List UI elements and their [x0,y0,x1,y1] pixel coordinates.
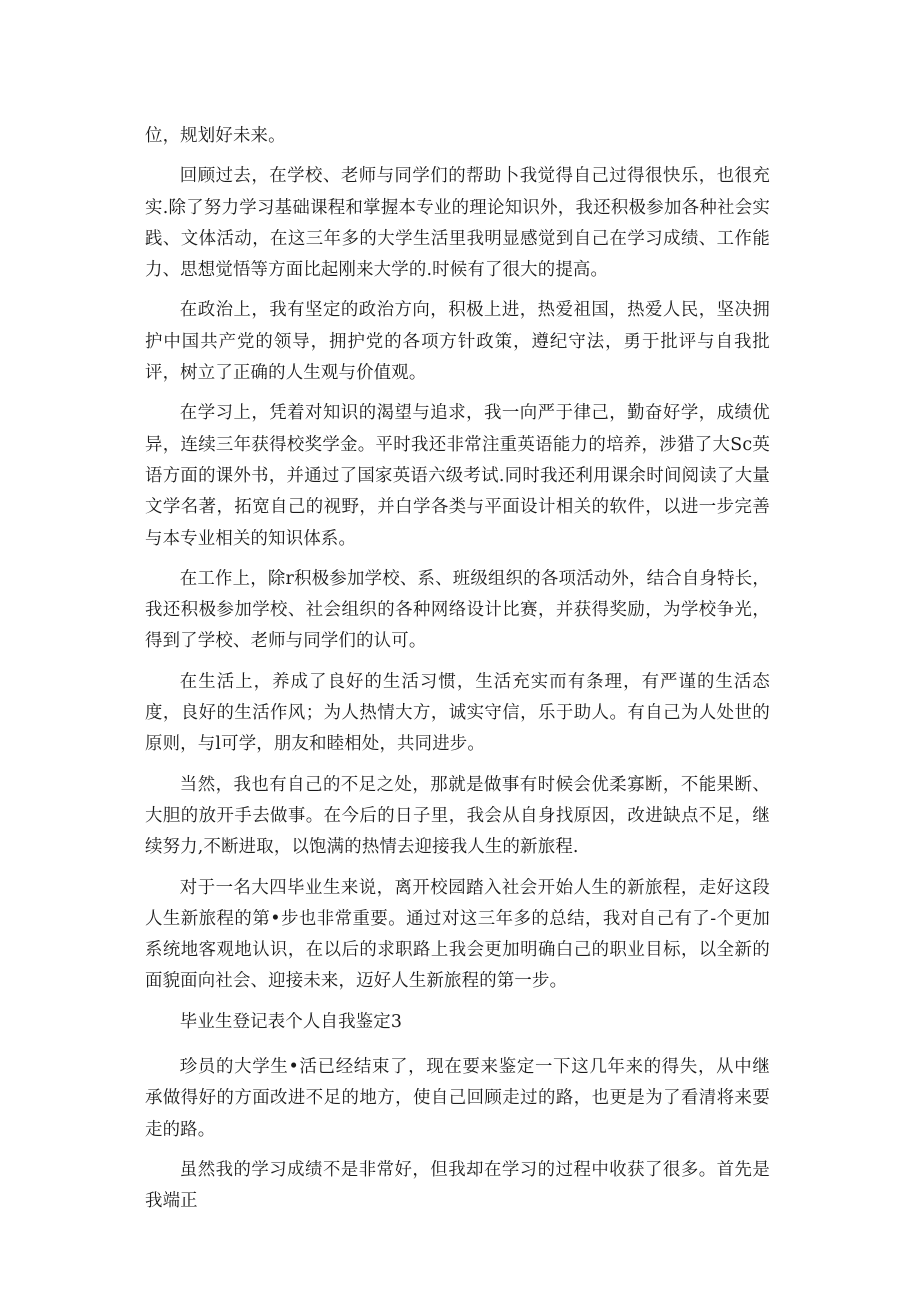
paragraph-8: 对于一名大四毕业生来说，离开校园踏入社会开始人生的新旅程，走好这段人生新旅程的第•步也非常重要。通过对这三年多的总结，我对自己有了-个更加系统地客观地认识，在以后的求职路上我会更加明确白己的职业目标，以全新的面貌面向社会、迎接未来，迈好人生新旅程的第一步。 [145,877,770,992]
paragraph-10: 虽然我的学习成绩不是非常好，但我却在学习的过程中收获了很多。首先是我端正 [145,1159,770,1212]
paragraph-6: 在生活上，养成了良好的生活习惯，生活充实而有条理，有严谨的生活态度，良好的生活作风；为人热情大方，诚实守信，乐于助人。有自己为人处世的原则，与l可学，朋友和睦相处，共同进步。 [145,671,770,755]
paragraph-3: 在政治上，我有坚定的政治方向，积极上进，热爱祖国，热爱人民，坚决拥护中国共产党的领导，拥护党的各项方针政策，遵纪守法，勇于批评与自我批评，树立了正确的人生观与价值观。 [145,300,770,384]
document-body [145,121,770,1227]
section-heading: 毕业生登记表个人自我鉴定3 [179,1011,403,1032]
paragraph-7: 当然，我也有自己的不足之处，那就是做事有时候会优柔寡断，不能果断、大胆的放开手去做事。在今后的日子里，我会从自身找原因，改进缺点不足，继续努力,不断进取，以饱满的热情去迎接我人生的新旅程. [145,774,770,858]
paragraph-5: 在工作上，除r积极参加学校、系、班级组织的各项活动外，结合自身特长，我还积极参加学校、社会组织的各种网络设计比赛，并获得奖励，为学校争光，得到了学校、老师与同学们的认可。 [145,568,770,652]
paragraph-4: 在学习上，凭着对知识的渴望与追求，我一向严于律己，勤奋好学，成绩优异，连续三年获得校奖学金。平时我还非常注重英语能力的培养，涉猎了大Sc英语方面的课外书，并通过了国家英语六级考试.同时我还利用课余时间阅读了大量文学名著，拓宽自己的视野，并白学各类与平面设计相关的软件，以进一步完善与本专业相关的知识体系。 [145,403,770,549]
paragraph-9: 珍员的大学生•活已经结束了，现在要来鉴定一下这几年来的得失，从中继承做得好的方面改进不足的地方，使自己回顾走过的路，也更是为了看清将来要走的路。 [145,1057,770,1140]
paragraph-2: 回顾过去，在学校、老师与同学们的帮助卜我觉得自己过得很快乐，也很充实.除了努力学习基础课程和掌握本专业的理论知识外，我还积极参加各种社会实践、文体活动，在这三年多的大学生活里我明显感觉到自己在学习成绩、工作能力、思想觉悟等方面比起刚来大学的.时候有了很大的提高。 [145,166,770,281]
paragraph-1: 位，规划好未来。 [145,126,286,146]
